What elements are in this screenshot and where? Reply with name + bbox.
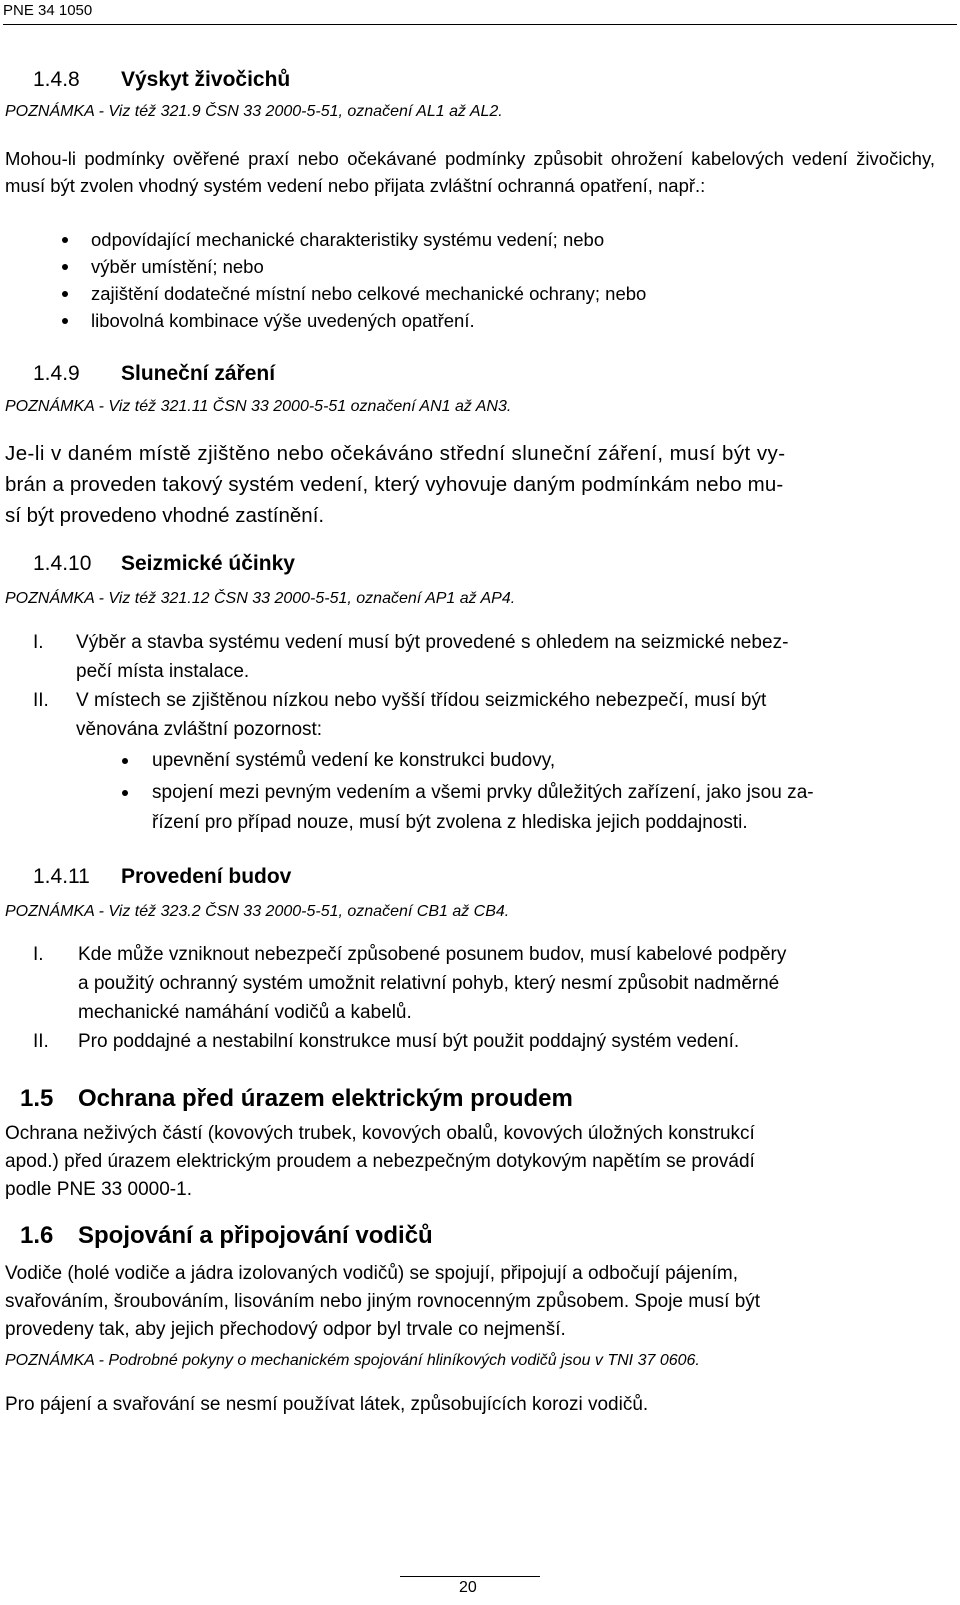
paragraph-1-4-8: [5, 145, 935, 199]
bullet-icon: [122, 790, 128, 796]
paragraph-1-5: [5, 1120, 755, 1204]
note-1-4-11: POZNÁMKA - Viz též 323.2 ČSN 33 2000-5-51, označení CB1 až CB4.: [5, 903, 510, 920]
header-divider: [3, 24, 957, 25]
section-number: 1.4.10: [33, 552, 92, 575]
list-item: [33, 1027, 943, 1056]
paragraph-1-6: [5, 1260, 760, 1344]
paragraph-1-6-final: Pro pájení a svařování se nesmí používat látek, způsobujících korozi vodičů.: [5, 1394, 649, 1415]
page-number: 20: [459, 1579, 477, 1596]
list-item-line: řízení pro případ nouze, musí být zvolena z hlediska jejich poddajnosti.: [152, 812, 748, 833]
section-heading-1-4-8: [33, 68, 291, 92]
list-item: [62, 307, 646, 334]
section-heading-1-4-9: [33, 362, 276, 386]
list-item: [62, 226, 646, 253]
section-number: 1.4.11: [33, 865, 90, 888]
numbered-list-1-4-11: [33, 940, 943, 1056]
section-title: Spojování a připojování vodičů: [78, 1222, 433, 1249]
section-number: 1.4.9: [33, 362, 80, 385]
list-item: [62, 280, 646, 307]
roman-numeral: I.: [33, 944, 44, 965]
list-item-text: výběr umístění; nebo: [91, 256, 264, 277]
paragraph-text: Mohou-li podmínky ověřené praxí nebo očekávané podmínky způsobit ohrožení kabelových vedení živočichy, musí být zvolen vhodný systém vedení nebo přijata zvláštní ochranná opatření, např.:: [5, 148, 935, 196]
section-title: Seizmické účinky: [121, 552, 295, 575]
paragraph-line: podle PNE 33 0000-1.: [5, 1179, 192, 1200]
roman-numeral: II.: [33, 690, 49, 711]
list-item: [33, 940, 943, 1027]
roman-numeral: I.: [33, 632, 44, 653]
note-1-4-8: POZNÁMKA - Viz též 321.9 ČSN 33 2000-5-51, označení AL1 až AL2.: [5, 103, 503, 120]
note-1-4-9: POZNÁMKA - Viz též 321.11 ČSN 33 2000-5-51 označení AN1 až AN3.: [5, 398, 512, 415]
paragraph-line: sí být provedeno vhodné zastínění.: [5, 504, 325, 527]
paragraph-line: Vodiče (holé vodiče a jádra izolovaných vodičů) se spojují, připojují a odbočují pájením,: [5, 1263, 738, 1284]
section-title: Provedení budov: [121, 865, 292, 888]
bullet-list-1-4-8: [62, 226, 646, 334]
list-item-text: libovolná kombinace výše uvedených opatření.: [91, 310, 475, 331]
list-item-line: mechanické namáhání vodičů a kabelů.: [78, 1002, 412, 1023]
list-item-line: věnována zvláštní pozornost:: [76, 719, 323, 740]
list-item-line: a použitý ochranný systém umožnit relativní pohyb, který nesmí způsobit nadměrné: [78, 973, 780, 994]
list-item: [122, 746, 814, 776]
paragraph-line: brán a proveden takový systém vedení, který vyhovuje daným podmínkám nebo mu-: [5, 473, 784, 496]
section-number: 1.6: [20, 1222, 54, 1249]
section-number: 1.4.8: [33, 68, 80, 91]
section-title: Sluneční záření: [121, 362, 276, 385]
section-heading-1-6: [20, 1222, 433, 1250]
paragraph-line: apod.) před úrazem elektrickým proudem a nebezpečným dotykovým napětím se provádí: [5, 1151, 755, 1172]
list-item: [62, 253, 646, 280]
list-item: [33, 628, 943, 686]
sub-bullet-list-1-4-10: [122, 746, 814, 838]
document-id: PNE 34 1050: [3, 2, 93, 19]
list-item-line: pečí místa instalace.: [76, 661, 250, 682]
section-title: Ochrana před úrazem elektrickým proudem: [78, 1085, 573, 1112]
paragraph-1-4-9: [5, 438, 935, 531]
bullet-icon: [62, 264, 68, 270]
note-1-6: POZNÁMKA - Podrobné pokyny o mechanickém spojování hliníkových vodičů jsou v TNI 37 0606.: [5, 1352, 700, 1369]
footer-divider: [400, 1576, 540, 1577]
list-item-line: Pro poddajné a nestabilní konstrukce musí být použit poddajný systém vedení.: [78, 1031, 740, 1052]
section-heading-1-5: [20, 1085, 573, 1113]
section-heading-1-4-10: [33, 552, 295, 576]
numbered-list-1-4-10: [33, 628, 943, 744]
list-item-text: zajištění dodatečné místní nebo celkové mechanické ochrany; nebo: [91, 283, 647, 304]
section-title: Výskyt živočichů: [121, 68, 291, 91]
bullet-icon: [62, 291, 68, 297]
note-1-4-10: POZNÁMKA - Viz též 321.12 ČSN 33 2000-5-51, označení AP1 až AP4.: [5, 590, 516, 607]
list-item-line: Výběr a stavba systému vedení musí být provedené s ohledem na seizmické nebez-: [76, 632, 789, 653]
paragraph-line: Ochrana neživých částí (kovových trubek, kovových obalů, kovových úložných konstrukcí: [5, 1123, 755, 1144]
list-item: [122, 778, 814, 838]
list-item-line: spojení mezi pevným vedením a všemi prvky důležitých zařízení, jako jsou za-: [152, 782, 814, 803]
bullet-icon: [122, 758, 128, 764]
list-item-line: V místech se zjištěnou nízkou nebo vyšší třídou seizmického nebezpečí, musí být: [76, 690, 767, 711]
section-number: 1.5: [20, 1085, 54, 1112]
bullet-icon: [62, 318, 68, 324]
roman-numeral: II.: [33, 1031, 49, 1052]
section-heading-1-4-11: [33, 865, 292, 889]
list-item-line: Kde může vzniknout nebezpečí způsobené posunem budov, musí kabelové podpěry: [78, 944, 787, 965]
paragraph-line: svařováním, šroubováním, lisováním nebo jiným rovnocenným způsobem. Spoje musí být: [5, 1291, 761, 1312]
list-item-line: upevnění systémů vedení ke konstrukci budovy,: [152, 750, 556, 771]
bullet-icon: [62, 237, 68, 243]
list-item: [33, 686, 943, 744]
list-item-text: odpovídající mechanické charakteristiky systému vedení; nebo: [91, 229, 605, 250]
paragraph-line: provedeny tak, aby jejich přechodový odpor byl trvale co nejmenší.: [5, 1319, 566, 1340]
paragraph-line: Je-li v daném místě zjištěno nebo očekáváno střední sluneční záření, musí být vy-: [5, 442, 786, 465]
